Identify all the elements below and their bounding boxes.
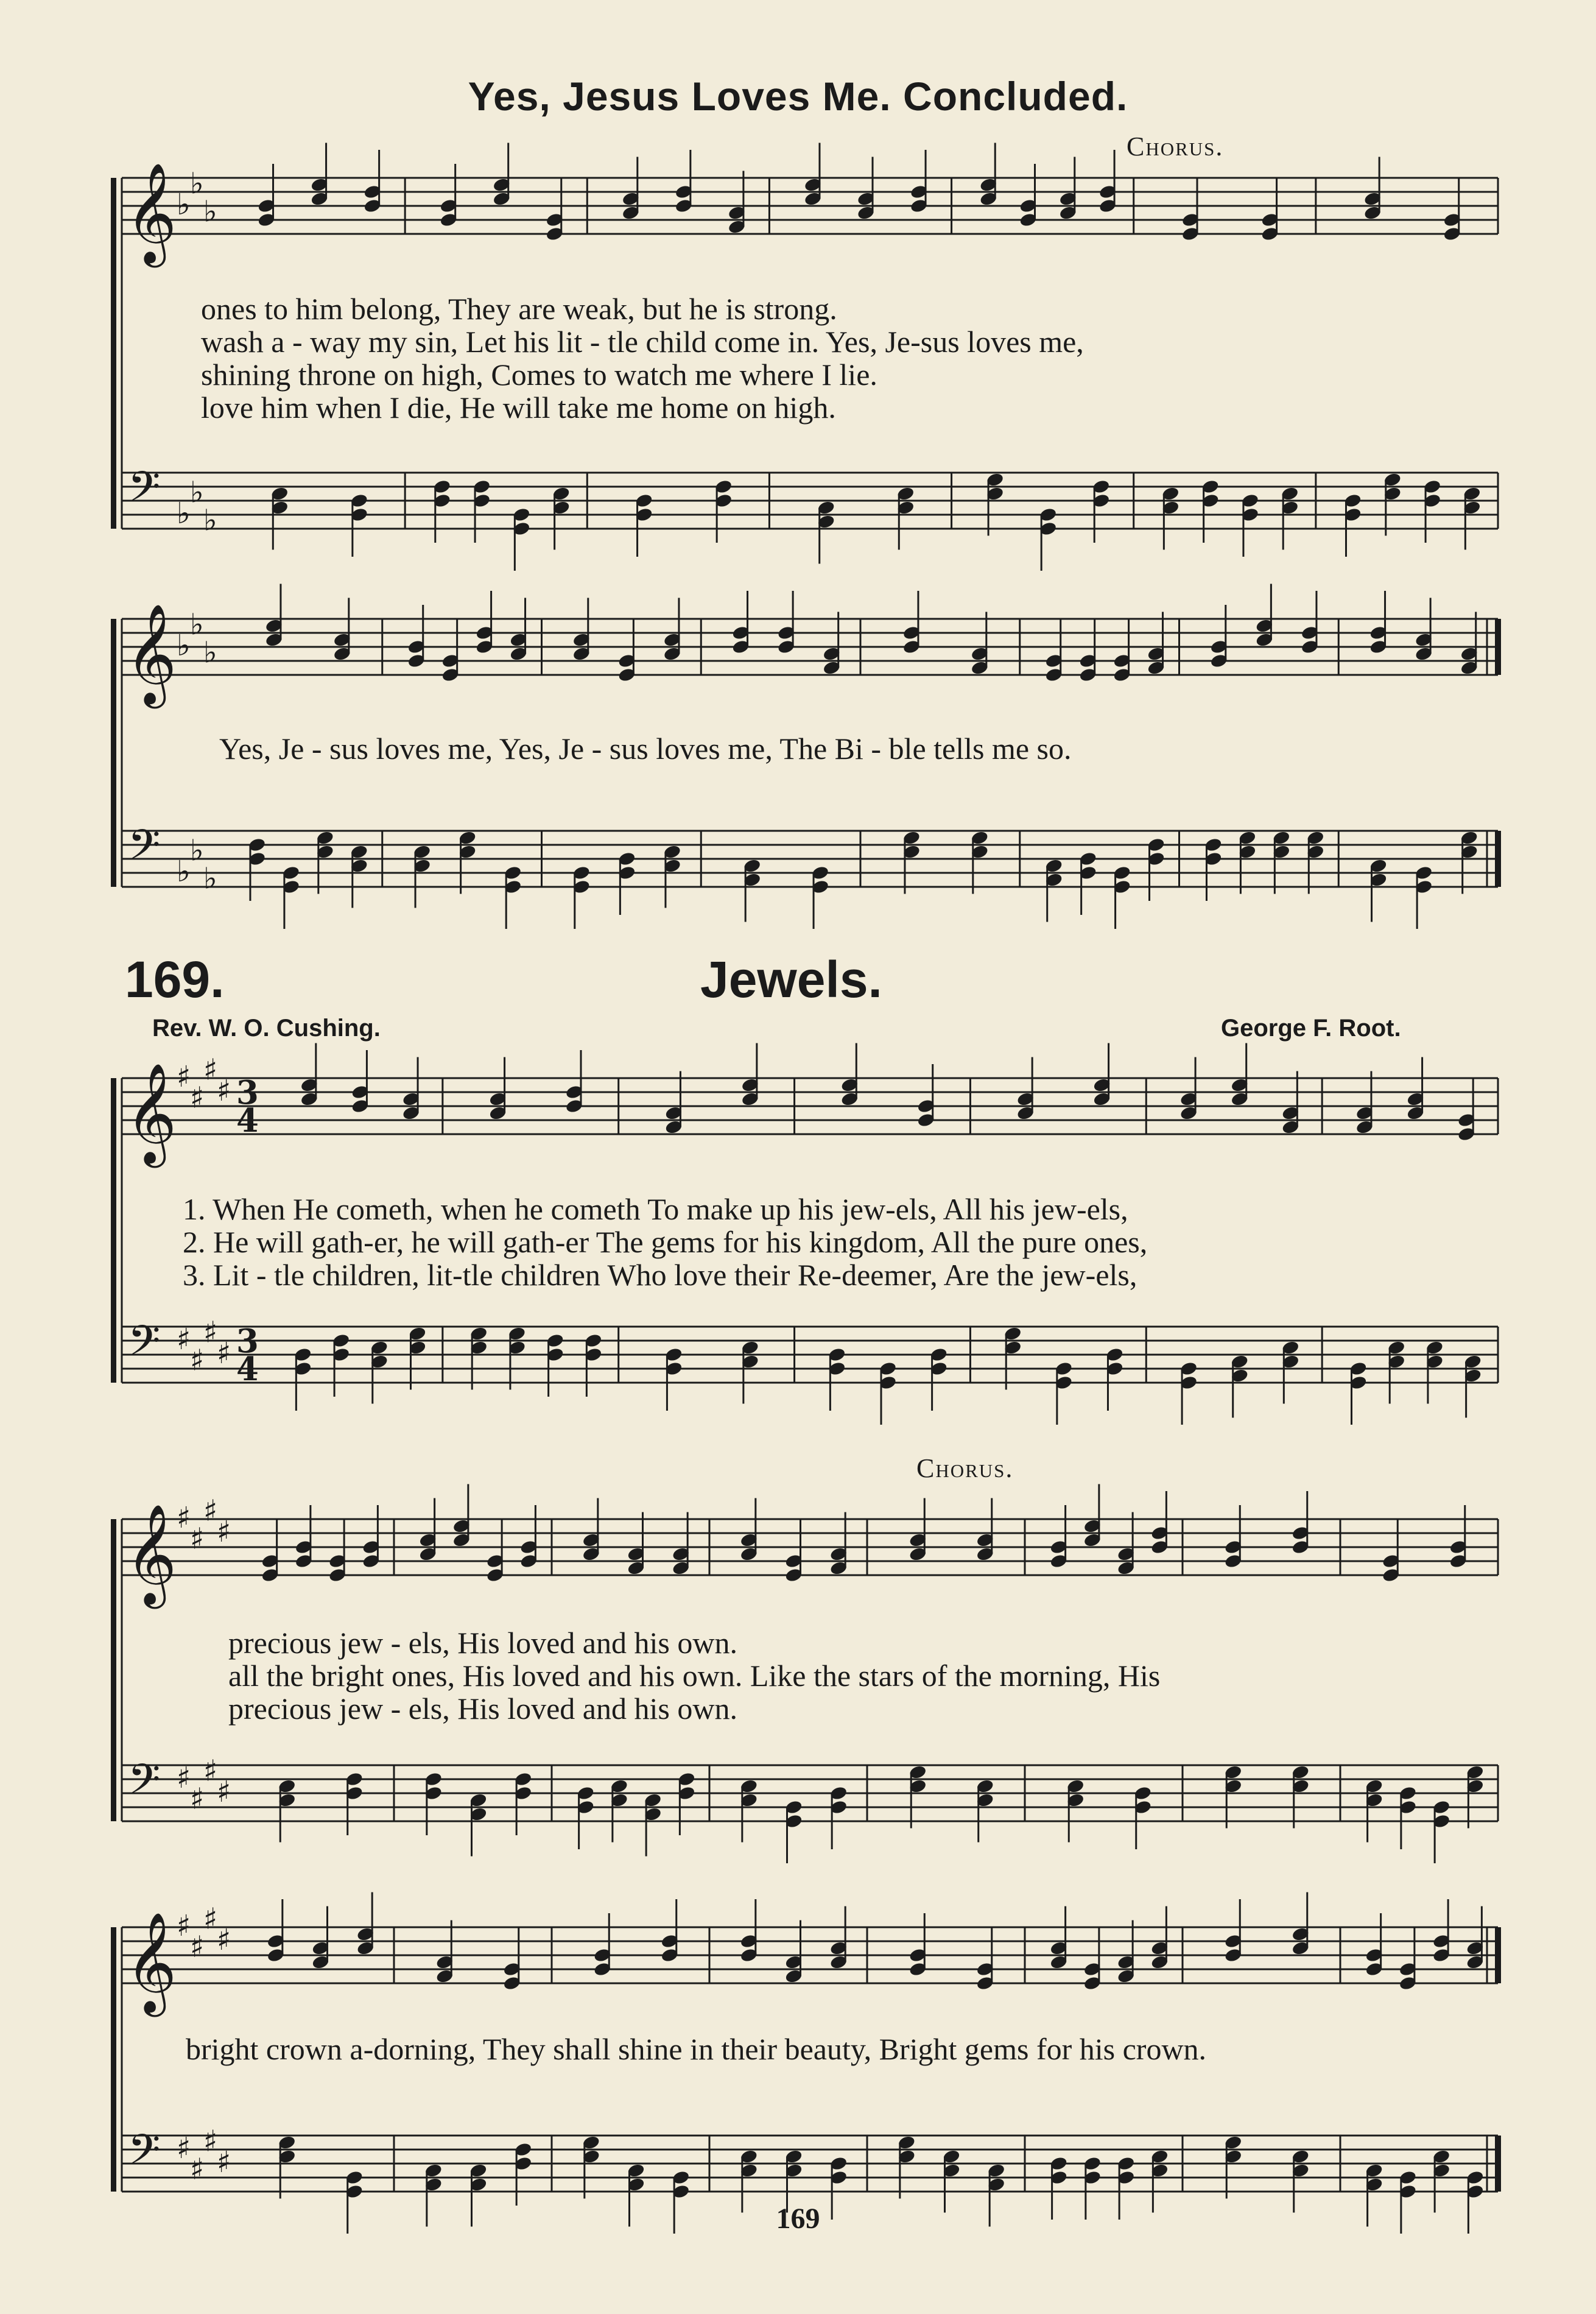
sharp-sign: ♯	[177, 1322, 191, 1356]
lyric-line: Yes, Je - sus loves me, Yes, Je - sus loves me, The Bi - ble tells me so.	[219, 732, 1072, 766]
sharp-sign: ♯	[217, 2145, 231, 2179]
sharp-sign: ♯	[177, 1909, 191, 1943]
flat-sign: ♭	[190, 833, 204, 868]
flat-sign: ♭	[177, 629, 191, 663]
flat-sign: ♭	[190, 166, 204, 201]
sharp-sign: ♯	[177, 1060, 191, 1094]
system-bracket	[111, 619, 116, 887]
flat-sign: ♭	[177, 496, 191, 531]
composer-credit: George F. Root.	[1221, 1015, 1401, 1042]
sharp-sign: ♯	[217, 1336, 231, 1370]
treble-clef: 𝄞	[125, 603, 177, 704]
author-credit: Rev. W. O. Cushing.	[152, 1015, 381, 1042]
sharp-sign: ♯	[177, 2131, 191, 2165]
system-bracket	[111, 1078, 116, 1383]
treble-clef: 𝄞	[125, 162, 177, 263]
lyric-line: love him when I die, He will take me home on high.	[201, 390, 836, 425]
flat-sign: ♭	[190, 475, 204, 510]
bass-clef: 𝄢	[128, 462, 161, 521]
flat-sign: ♭	[203, 635, 217, 670]
sharp-sign: ♯	[190, 2152, 205, 2187]
time-signature-denominator: 4	[236, 1350, 259, 1388]
lyric-line: wash a - way my sin, Let his lit - tle child come in. Yes, Je-sus loves me,	[201, 325, 1084, 359]
lyric-line: 1. When He cometh, when he cometh To make up his jew-els, All his jew-els,	[183, 1192, 1128, 1226]
chorus-label-2: Chorus.	[916, 1453, 1014, 1483]
lyric-line: precious jew - els, His loved and his own.	[228, 1691, 737, 1726]
sharp-sign: ♯	[203, 1315, 218, 1350]
sharp-sign: ♯	[203, 2124, 218, 2159]
lyric-line: shining throne on high, Comes to watch me where I lie.	[201, 358, 877, 392]
lyric-line: precious jew - els, His loved and his own.	[228, 1626, 737, 1660]
flat-sign: ♭	[203, 503, 217, 538]
chorus-label-1: Chorus.	[1127, 132, 1224, 161]
sharp-sign: ♯	[190, 1522, 205, 1556]
lyric-line: 2. He will gath-er, he will gath-er The gems for his kingdom, All the pure ones,	[183, 1225, 1148, 1259]
lyric-line: 3. Lit - tle children, lit-tle children Who love their Re-deemer, Are the jew-els,	[183, 1258, 1137, 1292]
flat-sign: ♭	[190, 607, 204, 642]
sharp-sign: ♯	[217, 1074, 231, 1108]
sharp-sign: ♯	[190, 1343, 205, 1378]
bass-clef: 𝄢	[128, 1754, 161, 1814]
flat-sign: ♭	[177, 855, 191, 889]
lyric-line: bright crown a-dorning, They shall shine in their beauty, Bright gems for his crown.	[186, 2032, 1207, 2066]
time-signature-numerator: 3	[236, 1074, 259, 1112]
sharp-sign: ♯	[217, 1775, 231, 1809]
treble-clef: 𝄞	[125, 1503, 177, 1604]
hymn-title: Jewels.	[700, 951, 882, 1008]
lyric-line: ones to him belong, They are weak, but he is strong.	[201, 292, 837, 326]
sharp-sign: ♯	[190, 1782, 205, 1816]
hymn-number: 169.	[125, 951, 225, 1008]
bass-clef: 𝄢	[128, 820, 161, 880]
sharp-sign: ♯	[177, 1501, 191, 1535]
flat-sign: ♭	[203, 194, 217, 229]
bass-clef: 𝄢	[128, 2125, 161, 2184]
sharp-sign: ♯	[203, 1053, 218, 1087]
sharp-sign: ♯	[203, 1494, 218, 1528]
treble-clef: 𝄞	[125, 1062, 177, 1163]
sharp-sign: ♯	[190, 1930, 205, 1964]
page-title: Yes, Jesus Loves Me. Concluded.	[468, 74, 1128, 119]
flat-sign: ♭	[203, 861, 217, 896]
bass-clef: 𝄢	[128, 1316, 161, 1375]
system-bracket	[111, 1927, 116, 2192]
sharp-sign: ♯	[203, 1902, 218, 1936]
sharp-sign: ♯	[217, 1515, 231, 1549]
time-signature-numerator: 3	[236, 1322, 259, 1360]
page-number: 169	[776, 2203, 820, 2235]
treble-clef: 𝄞	[125, 1911, 177, 2012]
time-signature-denominator: 4	[236, 1102, 259, 1140]
lyric-line: all the bright ones, His loved and his own. Like the stars of the morning, His	[228, 1659, 1161, 1693]
sharp-sign: ♯	[203, 1754, 218, 1788]
flat-sign: ♭	[177, 188, 191, 222]
sharp-sign: ♯	[177, 1761, 191, 1795]
sharp-sign: ♯	[190, 1081, 205, 1115]
system-bracket	[111, 1519, 116, 1821]
sharp-sign: ♯	[217, 1923, 231, 1957]
system-bracket	[111, 178, 116, 529]
